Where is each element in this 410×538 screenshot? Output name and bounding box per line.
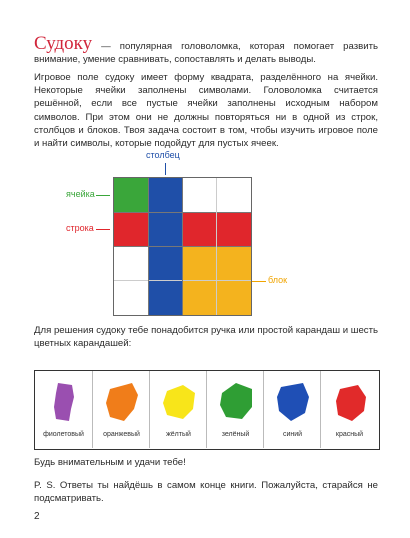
grid-line	[182, 178, 183, 315]
cell-label: ячейка	[66, 189, 95, 199]
column-arrow	[165, 163, 166, 175]
row-arrow	[96, 229, 110, 230]
intro-paragraph	[34, 33, 378, 66]
yellow-scribble-icon	[159, 379, 199, 425]
pencil-swatch-orange	[92, 371, 150, 448]
pencil-label: фиолетовый	[43, 431, 84, 438]
red-scribble-icon	[330, 379, 370, 425]
pencil-swatch-yellow	[149, 371, 207, 448]
orange-scribble-icon	[102, 379, 142, 425]
rules-paragraph: Игровое поле судоку имеет форму квадрата, разделённого на ячейки. Некоторые ячейки заполнены символами. Головоломка считается решённой, если все пустые ячейки заполнены исходным набором символов. При этом они не должны повторяться ни в одной из строк, столбцов и блоков. Твоя задача состоит в том, чтобы изучить игровое поле и найти символы, которые подойдут для пустых ячеек.	[34, 72, 378, 150]
blue-scribble-icon	[273, 379, 313, 425]
pencil-label: жёлтый	[166, 431, 191, 438]
green-scribble-icon	[216, 379, 256, 425]
pencil-label: красный	[335, 431, 364, 438]
column-label: столбец	[146, 150, 180, 160]
sudoku-diagram-grid	[113, 177, 252, 316]
pencil-label: зелёный	[221, 431, 250, 438]
farewell-text: Будь внимательным и удачи тебе!	[34, 457, 186, 468]
pencil-label: оранжевый	[103, 431, 140, 438]
green-cell	[114, 178, 148, 212]
grid-line	[216, 178, 217, 315]
pencil-swatch-red	[320, 371, 378, 448]
pencil-swatch-purple	[35, 371, 92, 448]
purple-scribble-icon	[44, 379, 84, 425]
row-label: строка	[66, 223, 94, 233]
grid-line	[148, 178, 149, 315]
block-label: блок	[268, 275, 288, 285]
pencil-colors-strip	[34, 370, 380, 450]
intro-text: — популярная головоломка, которая помогает развить внимание, умение сравнивать, сопоставлять и делать выводы.	[34, 41, 378, 66]
page-title: Судоку	[34, 33, 93, 54]
page-number: 2	[34, 511, 40, 522]
pencil-label: синий	[282, 431, 303, 438]
cell-arrow	[96, 195, 110, 196]
postscript-text: P. S. Ответы ты найдёшь в самом конце книги. Пожалуйста, старайся не подсматривать.	[34, 480, 378, 505]
pencil-swatch-green	[206, 371, 264, 448]
tools-paragraph: Для решения судоку тебе понадобится ручка или простой карандаш и шесть цветных карандашей:	[34, 325, 378, 350]
pencil-swatch-blue	[263, 371, 321, 448]
block-arrow	[252, 281, 266, 282]
